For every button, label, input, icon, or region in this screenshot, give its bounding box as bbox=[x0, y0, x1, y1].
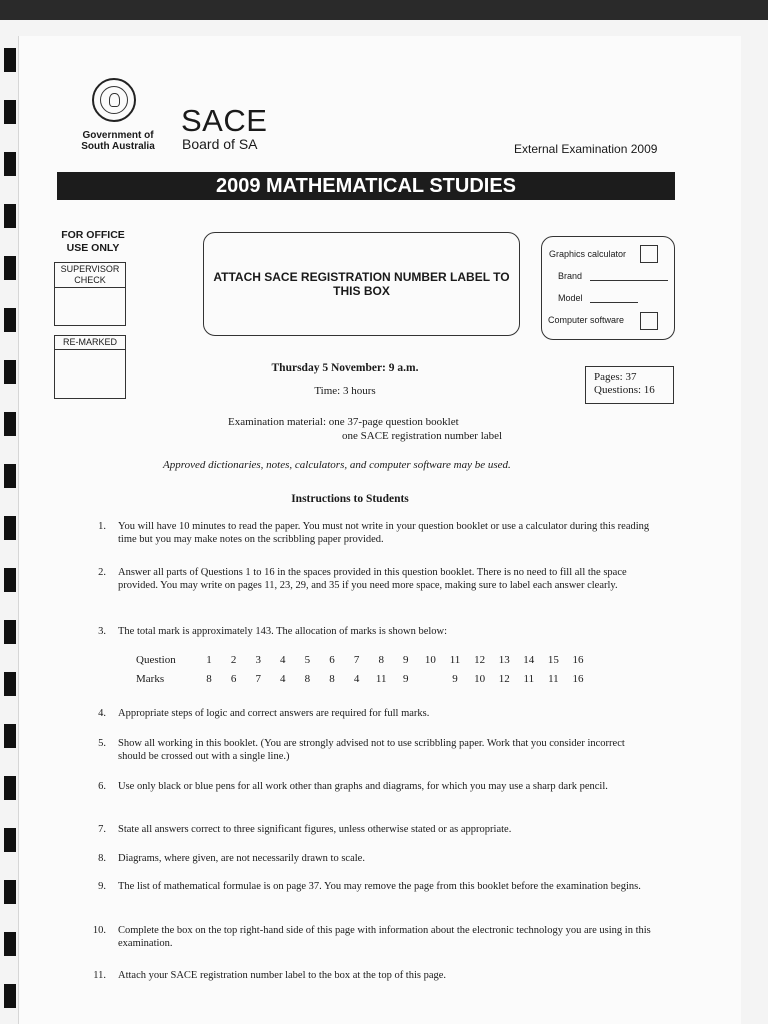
marks-value-cell: 7 bbox=[255, 673, 261, 685]
question-number-cell: 16 bbox=[572, 654, 584, 666]
model-field[interactable] bbox=[590, 302, 638, 303]
brand-label: Brand bbox=[558, 271, 583, 281]
computer-software-checkbox[interactable] bbox=[640, 312, 658, 330]
binding-mark bbox=[4, 256, 16, 280]
instructions-title: Instructions to Students bbox=[291, 493, 409, 505]
instruction-text: You will have 10 minutes to read the paper. You must not write in your question booklet or use a calculator during this reading time but you may make notes on the scribbling paper provided. bbox=[118, 521, 650, 545]
computer-software-label: Computer software bbox=[548, 315, 625, 325]
material-line-1: Examination material: one 37-page question booklet bbox=[228, 416, 459, 428]
marks-value-cell: 11 bbox=[548, 673, 559, 685]
exam-title: 2009 MATHEMATICAL STUDIES bbox=[57, 172, 675, 200]
instruction-text: Complete the box on the top right-hand side of this page with information about the electronic technology you are using in this examination. bbox=[118, 925, 651, 949]
supervisor-check-label: SUPERVISOR CHECK bbox=[55, 263, 125, 288]
question-number-cell: 10 bbox=[424, 654, 436, 666]
sace-logo-text: SACE bbox=[181, 103, 268, 138]
instruction-number: 1. bbox=[98, 521, 106, 532]
examination-material bbox=[228, 415, 502, 443]
instruction-number: 8. bbox=[98, 853, 106, 864]
question-number-cell: 9 bbox=[403, 654, 409, 666]
brand-field[interactable] bbox=[590, 280, 668, 281]
registration-label-text: ATTACH SACE REGISTRATION NUMBER LABEL TO THIS BOX bbox=[213, 270, 510, 298]
instruction-text: Diagrams, where given, are not necessarily drawn to scale. bbox=[118, 853, 365, 864]
remarked-label: RE-MARKED bbox=[55, 336, 125, 350]
government-seal-icon bbox=[92, 78, 136, 122]
marks-value-cell: 12 bbox=[498, 673, 510, 685]
question-number-cell: 4 bbox=[280, 654, 286, 666]
instruction-text: Appropriate steps of logic and correct answers are required for full marks. bbox=[118, 708, 430, 719]
pages-count: Pages: 37 bbox=[594, 371, 637, 383]
marks-value-cell: 4 bbox=[280, 673, 286, 685]
marks-value-cell: 9 bbox=[452, 673, 458, 685]
binding-mark bbox=[4, 880, 16, 904]
government-name: Government of South Australia bbox=[81, 130, 155, 152]
external-exam-label: External Examination 2009 bbox=[514, 142, 658, 156]
question-number-cell: 7 bbox=[353, 654, 360, 666]
instruction-text: The list of mathematical formulae is on page 37. You may remove the page from this booklet before the examination begins. bbox=[118, 881, 641, 892]
question-number-cell: 11 bbox=[449, 654, 461, 666]
binding-mark bbox=[4, 984, 16, 1008]
binding-mark bbox=[4, 776, 16, 800]
question-number-cell: 5 bbox=[304, 654, 311, 666]
question-number-cell: 12 bbox=[474, 654, 486, 666]
instruction-text: Use only black or blue pens for all work other than graphs and diagrams, for which you may use a sharp dark pencil. bbox=[118, 781, 608, 792]
registration-label-box bbox=[203, 232, 520, 336]
marks-value-cell: 6 bbox=[230, 673, 237, 685]
office-use-heading: FOR OFFICE USE ONLY bbox=[61, 229, 125, 254]
instruction-number: 9. bbox=[98, 881, 106, 892]
marks-value-cell: 8 bbox=[304, 673, 311, 685]
pages-questions-box bbox=[585, 366, 674, 404]
instruction-number: 6. bbox=[98, 781, 106, 792]
graphics-calculator-label: Graphics calculator bbox=[549, 249, 627, 259]
board-name: Board of SA bbox=[182, 136, 258, 152]
instruction-text: State all answers correct to three significant figures, unless otherwise stated or as appropriate. bbox=[118, 824, 512, 835]
marks-value-cell: 10 bbox=[474, 673, 486, 685]
exam-date: Thursday 5 November: 9 a.m. bbox=[271, 362, 419, 374]
supervisor-check-box bbox=[54, 262, 126, 326]
binding-mark bbox=[4, 48, 16, 72]
instruction-text: Show all working in this booklet. (You are strongly advised not to use scribbling paper. Work that you consider incorrect should be crossed out with a single line.) bbox=[118, 738, 625, 762]
question-number-cell: 8 bbox=[378, 654, 384, 666]
question-number-cell: 15 bbox=[547, 654, 559, 666]
question-number-cell: 1 bbox=[206, 654, 212, 666]
binding-mark bbox=[4, 152, 16, 176]
approved-materials-note: Approved dictionaries, notes, calculators, and computer software may be used. bbox=[163, 459, 511, 471]
marks-value-cell: 9 bbox=[403, 673, 409, 685]
binding-mark bbox=[4, 516, 16, 540]
scan-top-edge bbox=[0, 0, 768, 20]
instruction-number: 11. bbox=[93, 970, 106, 981]
technology-box bbox=[541, 236, 675, 340]
remarked-box bbox=[54, 335, 126, 399]
exam-time: Time: 3 hours bbox=[314, 385, 376, 397]
binding-edge bbox=[4, 40, 18, 1024]
binding-mark bbox=[4, 412, 16, 436]
question-number-cell: 13 bbox=[498, 654, 510, 666]
binding-mark bbox=[4, 672, 16, 696]
question-number-cell: 2 bbox=[230, 654, 237, 666]
instruction-number: 5. bbox=[98, 738, 106, 749]
graphics-calculator-checkbox[interactable] bbox=[640, 245, 658, 263]
instruction-text: Attach your SACE registration number label to the box at the top of this page. bbox=[118, 970, 447, 981]
marks-value-cell: 16 bbox=[572, 673, 584, 685]
instruction-text: Answer all parts of Questions 1 to 16 in the spaces provided in this question booklet. There is no need to fill all the space provided. You may write on pages 11, 23, 29, and 35 if you need more space, making sure to label each answer clearly. bbox=[118, 567, 627, 591]
marks-value-cell: 4 bbox=[353, 673, 360, 685]
instruction-number: 4. bbox=[98, 708, 106, 719]
instruction-number: 10. bbox=[92, 925, 106, 936]
binding-mark bbox=[4, 464, 16, 488]
marks-value-cell: 11 bbox=[523, 673, 535, 685]
binding-mark bbox=[4, 360, 16, 384]
instruction-number: 2. bbox=[98, 567, 106, 578]
question-number-cell: 6 bbox=[329, 654, 335, 666]
binding-mark bbox=[4, 308, 16, 332]
questions-count: Questions: 16 bbox=[594, 384, 655, 396]
instruction-text: The total mark is approximately 143. The allocation of marks is shown below: bbox=[118, 626, 448, 637]
marks-value-cell: 11 bbox=[375, 673, 387, 685]
binding-mark bbox=[4, 620, 16, 644]
marks-value-cell: 8 bbox=[206, 673, 212, 685]
question-row-label: Question bbox=[136, 654, 176, 666]
question-number-cell: 3 bbox=[255, 654, 261, 666]
binding-mark bbox=[4, 932, 16, 956]
binding-mark bbox=[4, 568, 16, 592]
material-line-2: one SACE registration number label bbox=[342, 430, 503, 442]
model-label: Model bbox=[558, 293, 583, 303]
binding-mark bbox=[4, 724, 16, 748]
question-number-cell: 14 bbox=[523, 654, 535, 666]
marks-value-cell: 8 bbox=[329, 673, 335, 685]
instruction-number: 3. bbox=[98, 626, 106, 637]
marks-row-label: Marks bbox=[136, 673, 165, 685]
binding-mark bbox=[4, 100, 16, 124]
binding-mark bbox=[4, 204, 16, 228]
binding-mark bbox=[4, 828, 16, 852]
instruction-number: 7. bbox=[98, 824, 106, 835]
